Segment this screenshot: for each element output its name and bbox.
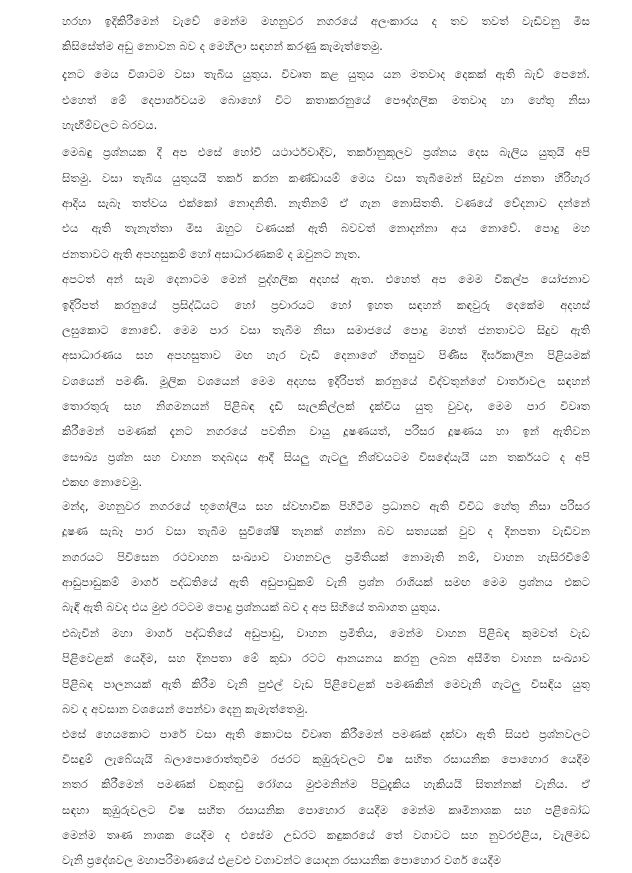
paragraph-line: අපටත් අන් සැම දෙනාටම මෙන් පුද්ගලික අදහස් ඇත. එහෙත් අප මෙම විකල්ප යෝජනාව	[62, 272, 590, 286]
paragraph-line: ආදිය සැබෑ තත්වය එක්කෝ නොදනිති. නැතිනම් ඒ ගැන නොසිතති. වණයේ වේදනාව දන්නේ	[62, 196, 590, 210]
paragraph-line: එසේ හෙයකොට පාරේ වසා ඇති කොටස විවෘත කිරීමෙන් පමණක් දක්වා ඇති සියළු ප්‍රශ්නවලට	[62, 727, 590, 741]
paragraph-line: මන්ද, මහනුවර නගරයේ භූගෝලීය සහ ස්වභාවික පිහිටීම ප්‍රධානව ඇති විවිධ හේතු නිසා පරිසර	[62, 499, 590, 513]
paragraph-line: එබැවින් මහා මාර්ග පද්ධතියේ අඩුපාඩු, වාහන ප්‍රමිතිය, මෙන්ම වාහන පිළිබඳ කුමවත් වැඩ	[62, 626, 590, 640]
paragraph-line: සිතමු. වසා තැබිය යුතුයයි තර්ක කරන කණ්ඩායම් මෙය වසා තැබීමෙන් සිදුවන ජනතා හිරිහැර	[62, 171, 590, 185]
paragraph-line: නතර කිරීමෙන් පමණක් වකුගඩු රෝගය මුළුමනින්ම පිටුදැකිය හැකියයි සිතන්නක් වැනිය. ඒ	[62, 777, 590, 791]
paragraph-line: නගරයට පිවිසෙන රථවාහන සංඛ්‍යාව වාහනවල ප්‍රමිතියක් නොමැති නම්, වාහන හැසිරවීමේ	[62, 550, 590, 564]
paragraph-line: මෙන්ම තෘණ නාශක යෙදීම ද එසේම උඩරට කඳුකරයේ තේ වගාවට සහ නුවරඑළිය, වැලිමඩ	[62, 828, 590, 842]
paragraph-line: කිසිසේත්ම අඩු නොවන බව ද මෙහිලා සඳහන් කරණු කැමැත්තෙමු.	[62, 39, 383, 53]
paragraph-line: එහෙත් මේ දෙපාර්ශවයම බොහෝ විට කතාකරනුයේ පෞද්ගලික මතවාද හා හේතු නිසා	[62, 93, 590, 107]
paragraph-line: සඳහා කුඹුරුවලට විෂ සහිත රසායනික පොහොර යෙදීම මෙන්ම කෘමිනාශක සහ පළිබෝධ	[62, 803, 590, 817]
paragraph-line: එය ඇති තැනැත්තා මිස ඔහුට වණයක් ඇති බවවත් නොදන්නා අය නොවේ. පොදු මහ	[62, 221, 590, 235]
paragraph-line: පිළිබඳ පාලනයක් ඇති කිරීම වැනි පුළුල් වැඩ පිළිවෙළක් පමණකින් මෙවැනි ගැටලු විසඳිය යුතු	[62, 677, 590, 691]
paragraph-line: මෙබඳු ප්‍රශ්නයක දී අප එසේ හෝවී යථාර්ථවාදීව, තර්කානුකූලව ප්‍රශ්නය දෙස බැලිය යුතුයි අපි	[62, 145, 590, 159]
paragraph-line: තොරතුරු සහ නිගමනයන් පිළිබඳ දැඩි සැලකිල්ලක් දැක්විය යුතු වුවද, මෙම පාර විවෘත	[62, 399, 590, 413]
paragraph-line: ඉදිරිපත් කරනුයේ ප්‍රසිද්ධියට හෝ ප්‍රචාරයට හෝ ඉහත සඳහන් කඳවුරු දෙකේම අදහස්	[62, 298, 590, 312]
paragraph-line: කිරීමෙන් පමණක් දැනට නගරයේ පවතින වායු දූෂණයත්, පරිසර දූෂණය හා ඉන් ඇතිවන	[62, 424, 590, 438]
paragraph-line: දැනට මෙය විශාටම වසා තැබිය යුතුය. විවෘත කළ යුතුය යන මතවාද දෙකක් ඇති බැව් පෙනේ.	[62, 67, 590, 81]
paragraph-line: වැනි ප්‍රදේශවල මහාපරිමාණයේ එළවළු වගාවන්ට යොදන රසායනික පොහොර වර්ග යෙදීම	[62, 853, 502, 867]
paragraph-line: එකඟ නොවෙමු.	[62, 475, 143, 489]
paragraph-line: වශයෙන් පමණි. මූලික වශයෙන් මෙම අදහස ඉදිරිපත් කරනුයේ විද්වතුන්ගේ වාර්තාවල සඳහන්	[62, 374, 590, 388]
paragraph-line: දූෂණ සැබෑ පාර වසා තැබීම සුවිශේෂී තැනක් ගන්නා බව සත්‍යයක් වුව ද දිනපතා වැඩිවන	[62, 524, 590, 538]
paragraph-line: ලඝුකොට නොවේ. මෙම පාර වසා තැබීම නිසා සමාජයේ පොදු මහත් ජනතාවට සිදුව ඇති	[62, 323, 590, 337]
paragraph-line: පිළිවෙළක් යෙදීම, සහ දිනපතා මේ කුඩා රටට ආනයනය කරනු ලබන අසීමිත වාහන සංඛ්‍යාව	[62, 651, 590, 665]
paragraph-line: අසාධාරණය සහ අපහසුතාව මඟ හැර වැඩි දෙනාගේ හිතසුව පිණිස දීර්ඝකාලීන පිළියමක්	[62, 348, 590, 362]
paragraph-line: ආඩුපාඩුකම් මාර්ග පද්ධතියේ ඇති අඩුපාඩුකම් වැනි ප්‍රශ්න රාශියක් සමඟ මෙම ප්‍රශ්නය එකට	[62, 575, 590, 589]
paragraph-line: බව ද අවසාන වශයෙන් පෙන්වා දෙනු කැමැත්තෙමු.	[62, 702, 308, 716]
paragraph-line: විසඳුම් ලැබේයැයි බලාපොරොත්තුවීම රජරට කුඹුරුවලට විෂ සහිත රසායනික පොහොර යෙදීම	[62, 752, 590, 766]
paragraph-line: හැඟීම්වලට බරවය.	[62, 118, 158, 132]
paragraph-line: බැඳී ඇති බවද එය මුළු රටටම පොදු ප්‍රශ්නයක් බව ද අප සිහියේ තබාගත යුතුය.	[62, 600, 441, 614]
paragraph-line: ජනතාවට ඇති අපහසුකම් හෝ අසාධාරණකම් ද ඔවුනට නැත.	[62, 247, 361, 261]
paragraph-line: හරහා ඉදිකිරීමෙන් වැවේ මෙන්ම මහනුවර නගරයේ අලංකාරය ද තව තවත් වැඩිවනු මිස	[62, 14, 590, 28]
paragraph-line: සෞඛ්‍ය ප්‍රශ්න සහ වාහන තදබදය ආදී සියලු ගැටලු නිශ්චයටම විසඳේයැයි යන තර්කයට ද අපි	[62, 450, 590, 464]
